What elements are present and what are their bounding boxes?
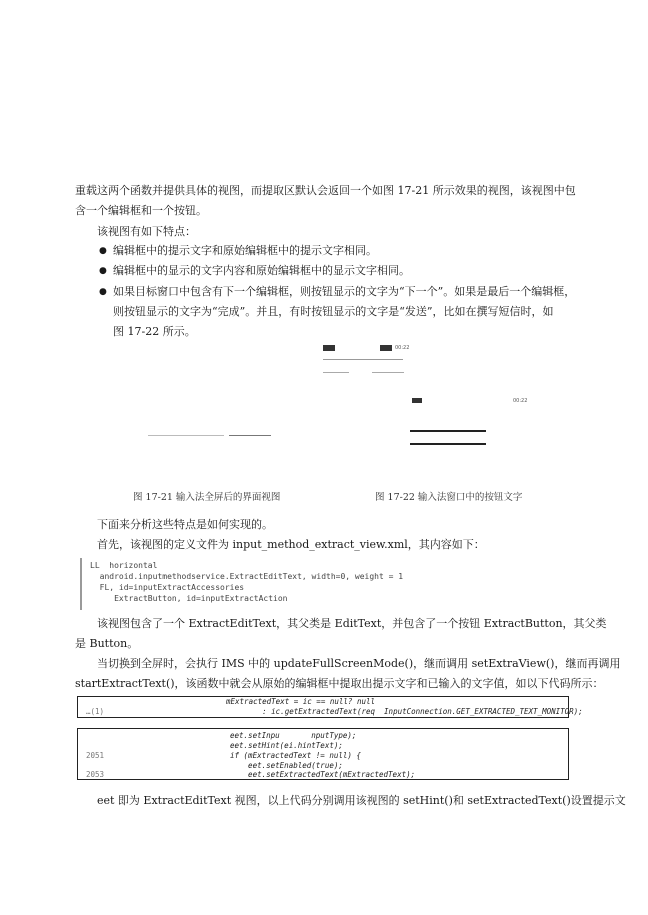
code-snippet-1: [77, 696, 583, 718]
bullet-item-3: [99, 284, 576, 300]
bullet-item-3-cont-2: 图 17-22 所示。: [113, 325, 196, 338]
code-line: FL, id=inputExtractAccessories: [90, 583, 245, 592]
body-text-middle-4: startExtractText()，该函数中就会从原始的编辑框中提取出提示文字和已输入的文字值，如以下代码所示：: [75, 677, 604, 690]
body-text-analysis-2: 首先，该视图的定义文件为 input_method_extract_view.xml，其内容如下：: [97, 538, 485, 551]
signal-icon: [412, 398, 422, 403]
input-underline-2: [410, 443, 486, 445]
code-line: eet.setEnabled(true);: [230, 761, 343, 770]
button-underline: [229, 435, 271, 436]
code-snippet-2: [77, 728, 569, 780]
status-time: 00:22: [395, 345, 410, 351]
code-line: eet.setHint(ei.hintText);: [230, 741, 343, 750]
edit-underline: [148, 435, 224, 436]
figure-17-22-caption: 图 17-22 输入法窗口中的按钮文字: [375, 492, 523, 503]
body-text-line-3: 该视图有如下特点：: [97, 225, 196, 238]
input-underline: [410, 430, 486, 432]
figure-17-21-caption: 图 17-21 输入法全屏后的界面视图: [133, 492, 281, 503]
bullet-item-3-cont-1: 则按钮显示的文字为“完成”。并且，有时按钮显示的文字是“发送”，比如在撰写短信时，如: [113, 305, 554, 318]
line-number: …(1): [86, 707, 105, 716]
signal-icon: [323, 345, 335, 351]
bullet-text: 如果目标窗口中包含有下一个编辑框，则按钮显示的文字为“下一个”。如果是最后一个编辑框，: [113, 285, 576, 298]
field-line-a: [323, 359, 403, 360]
bullet-item-1: [99, 243, 377, 259]
bullet-dot-icon: ●: [99, 266, 107, 276]
bullet-dot-icon: ●: [99, 246, 107, 256]
body-text-final: eet 即为 ExtractEditText 视图，以上代码分别调用该视图的 setHint()和 setExtractedText()设置提示文: [97, 794, 626, 807]
body-text-middle-3: 当切换到全屏时，会执行 IMS 中的 updateFullScreenMode()，继而调用 setExtraView()，继而再调用: [97, 657, 621, 670]
xml-structure-code: [80, 558, 576, 610]
line-number: 2053: [86, 770, 105, 779]
body-text-line-2: 含一个编辑框和一个按钮。: [75, 204, 207, 217]
body-text-analysis-1: 下面来分析这些特点是如何实现的。: [97, 518, 273, 531]
code-line: mExtractedText = ic == null? null: [226, 697, 376, 706]
body-text-middle-1: 该视图包含了一个 ExtractEditText，其父类是 EditText，并包含了一个按钮 ExtractButton，其父类: [97, 617, 607, 630]
battery-icon: [380, 345, 392, 351]
line-number: 2051: [86, 751, 105, 760]
field-line-b: [323, 372, 349, 373]
body-text-line-1: 重载这两个函数并提供具体的视图，而提取区默认会返回一个如图 17-21 所示效果的视图，该视图中包: [75, 184, 576, 197]
body-text-middle-2: 是 Button。: [75, 637, 139, 650]
status-time: 00:22: [513, 398, 528, 404]
code-line: eet.setExtractedText(mExtractedText);: [230, 770, 416, 779]
code-line: LL horizontal: [90, 561, 158, 570]
code-line: android.inputmethodservice.ExtractEditText, width=0, weight = 1: [90, 572, 404, 581]
code-line: if (mExtractedText != null) {: [230, 751, 361, 760]
code-line: eet.setInpu nputType);: [230, 731, 357, 740]
code-line: : ic.getExtractedText(req InputConnection.GET_EXTRACTED_TEXT_MONITOR);: [226, 707, 583, 716]
bullet-text: 编辑框中的提示文字和原始编辑框中的提示文字相同。: [113, 244, 377, 257]
field-line-c: [372, 372, 404, 373]
code-line: ExtractButton, id=inputExtractAction: [90, 594, 288, 603]
bullet-dot-icon: ●: [99, 287, 107, 297]
bullet-text: 编辑框中的显示的文字内容和原始编辑框中的显示文字相同。: [113, 264, 410, 277]
bullet-item-2: [99, 263, 410, 279]
